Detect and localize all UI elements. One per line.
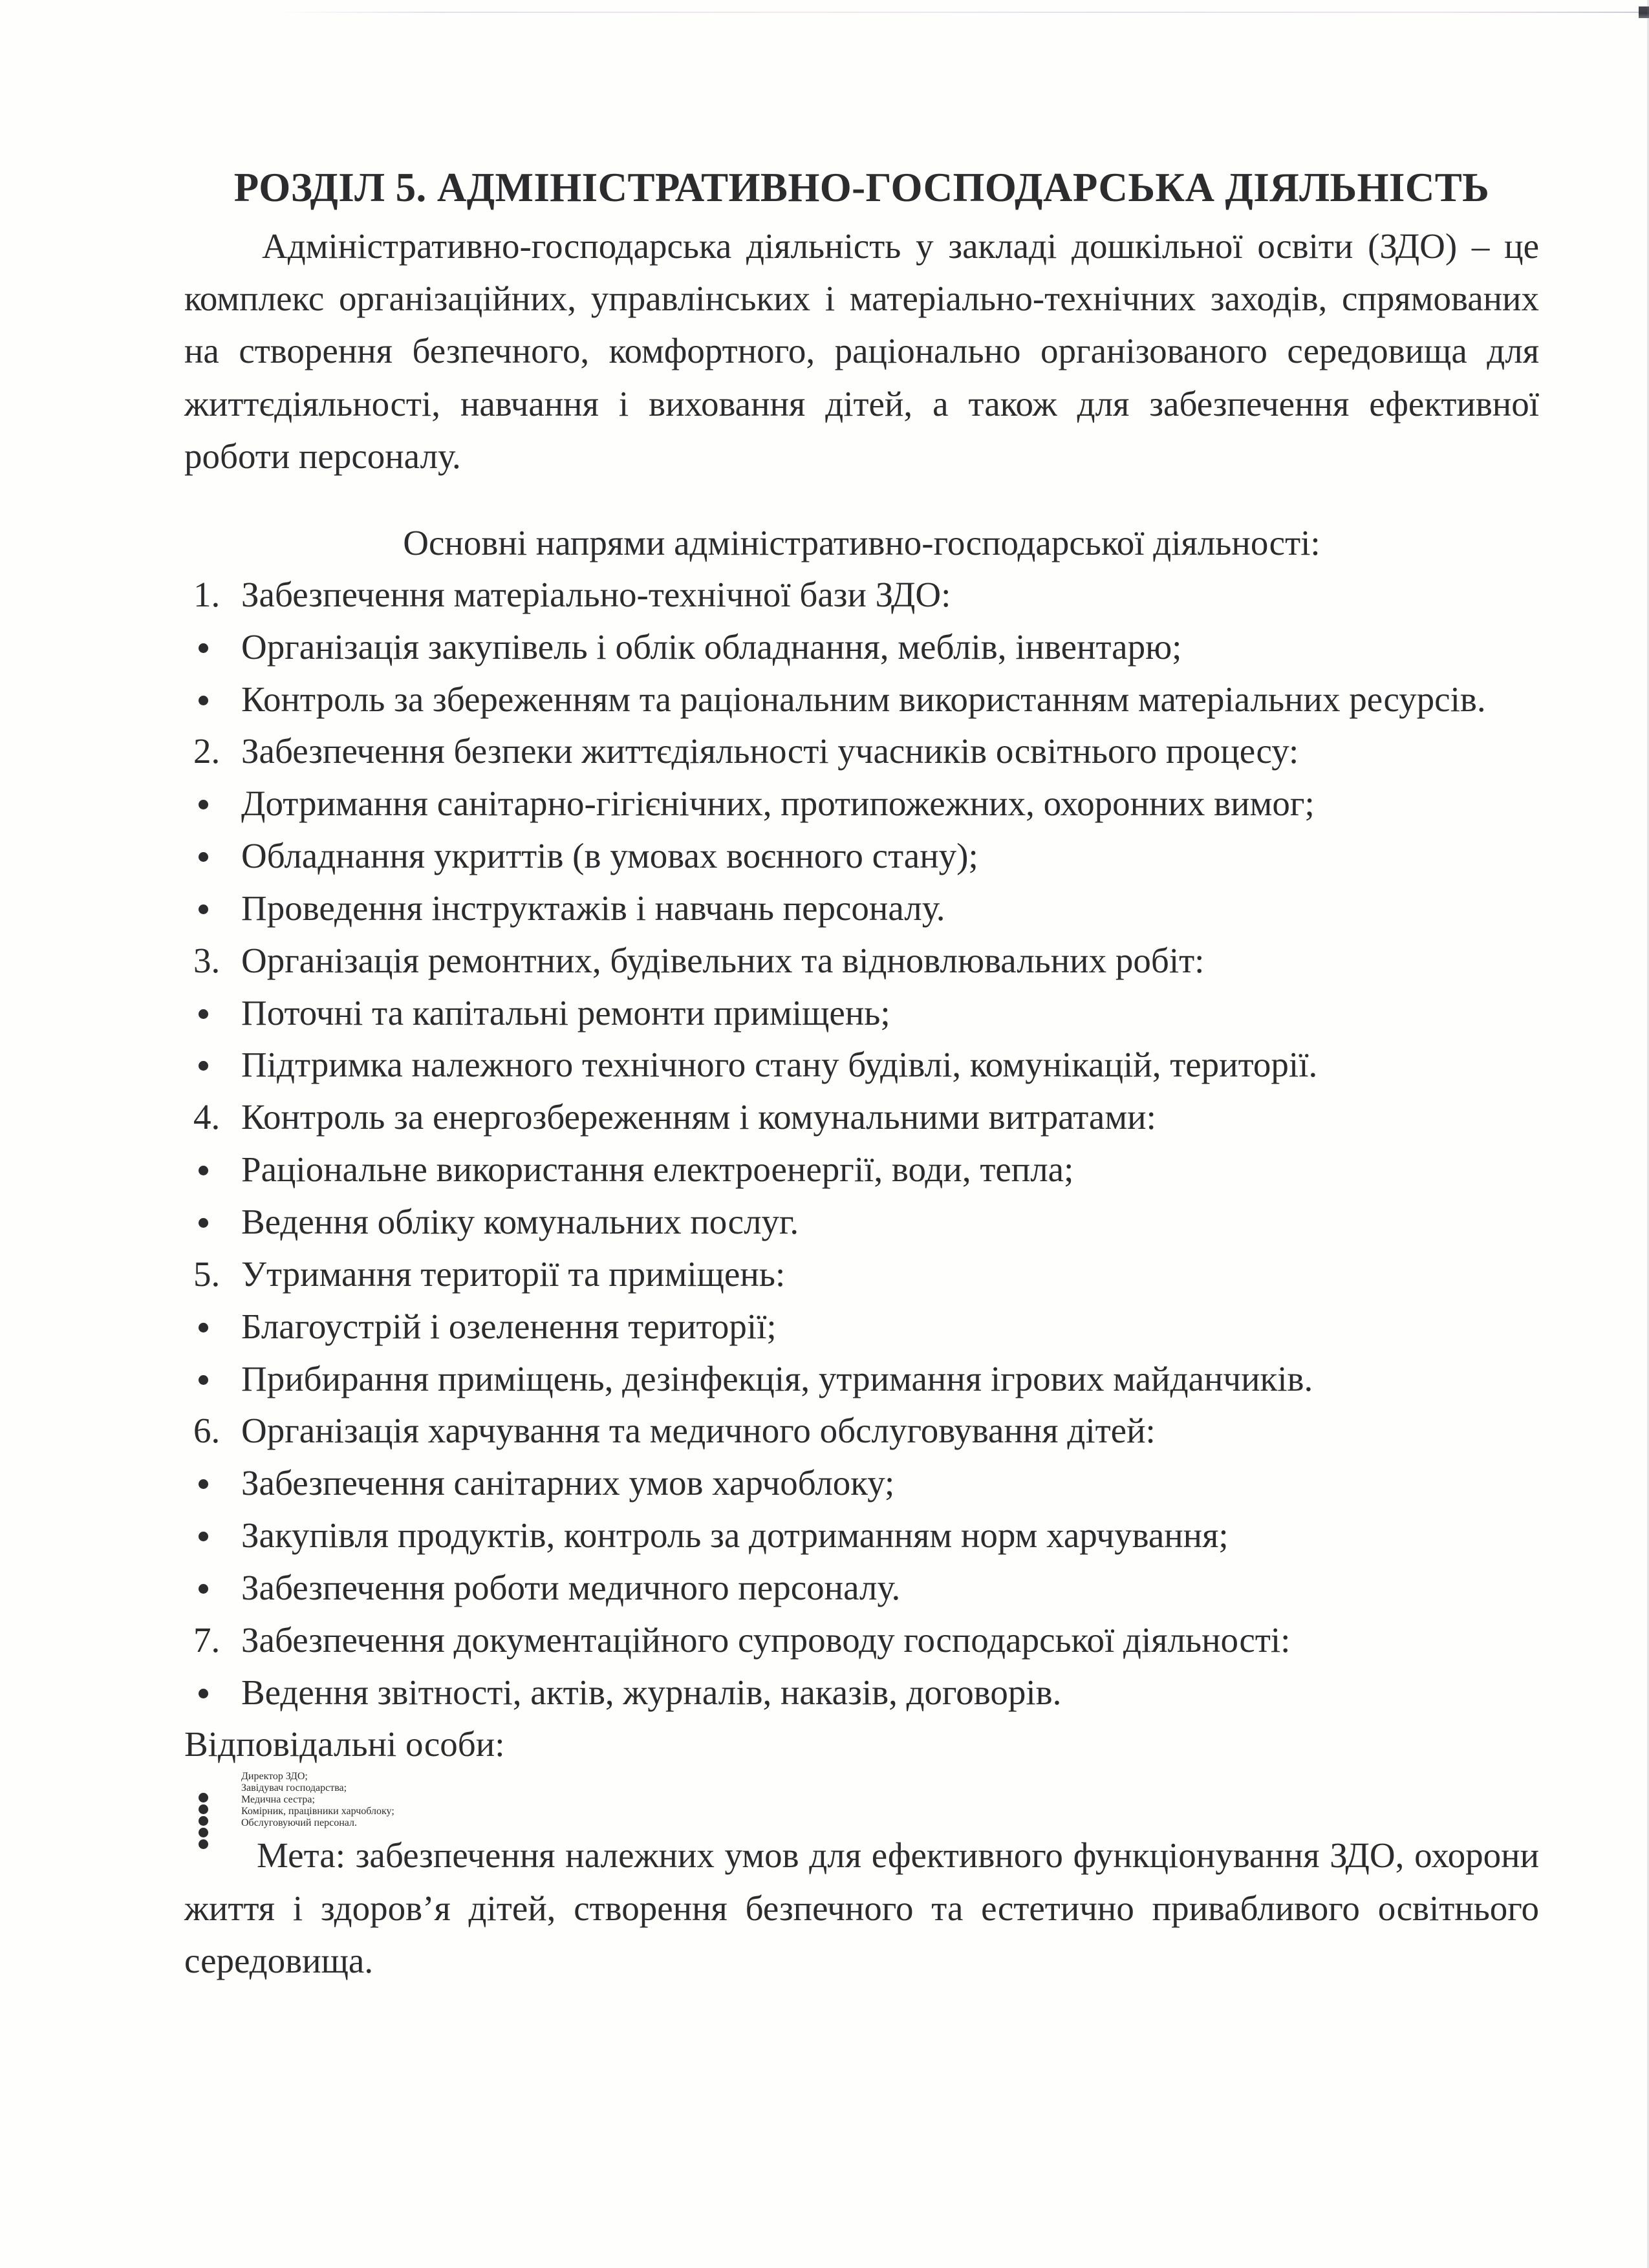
- topic-number: 4.: [193, 1097, 221, 1137]
- list-item: [184, 1039, 1539, 1091]
- topic-number: 3.: [193, 940, 221, 980]
- list-item-label: Обладнання укриттів (в умовах воєнного стану);: [241, 836, 978, 876]
- topic-subitem-list: [184, 778, 1539, 935]
- topic-item: [184, 935, 1539, 987]
- topic-subitem-list: [184, 987, 1539, 1092]
- list-item: [184, 1510, 1539, 1562]
- topic-subitem-list: [184, 1667, 1539, 1719]
- topic-item: [184, 569, 1539, 621]
- topic-text: Контроль за енергозбереженням і комунальними витратами:: [241, 1097, 1156, 1137]
- list-item-label: Раціональне використання електроенергії, води, тепла;: [241, 1150, 1074, 1190]
- topic-item: [184, 1091, 1539, 1144]
- topic-number: 2.: [193, 731, 221, 771]
- topic-text: Організація ремонтних, будівельних та відновлювальних робіт:: [241, 940, 1205, 980]
- bullet-icon: [199, 800, 208, 809]
- list-item: [184, 778, 1539, 830]
- topic-item: [184, 1248, 1539, 1301]
- list-item-label: Комірник, працівники харчоблоку;: [241, 1806, 394, 1817]
- topic-list: [184, 569, 1539, 1719]
- list-item: [184, 1782, 1539, 1794]
- bullet-icon: [199, 904, 208, 914]
- bullet-icon: [199, 1532, 208, 1541]
- list-item-label: Контроль за збереженням та раціональним використанням матеріальних ресурсів.: [241, 679, 1486, 719]
- list-item: [184, 1144, 1539, 1196]
- list-item-label: Обслуговуючий персонал.: [241, 1817, 358, 1829]
- list-item-label: Ведення обліку комунальних послуг.: [241, 1202, 799, 1242]
- bullet-icon: [199, 1375, 208, 1385]
- topic-number: 1.: [193, 574, 221, 614]
- document-body: [184, 165, 1539, 1987]
- topic-number: 6.: [193, 1411, 221, 1451]
- list-item: [184, 621, 1539, 674]
- topic-text: Утримання території та приміщень:: [241, 1254, 786, 1294]
- list-item-label: Підтримка належного технічного стану будівлі, комунікацій, території.: [241, 1045, 1318, 1085]
- list-item-label: Організація закупівель і облік обладнання, меблів, інвентарю;: [241, 626, 1182, 667]
- closing-paragraph: Мета: забезпечення належних умов для ефективного функціонування ЗДО, охорони життя і здоров’я дітей, створення безпечного та естетично привабливого освітнього середовища.: [184, 1835, 1539, 1981]
- topic-subitem-list: [184, 1457, 1539, 1614]
- scan-streak-artifact: [278, 12, 1639, 13]
- list-item-label: Дотримання санітарно-гігієнічних, протипожежних, охоронних вимог;: [241, 784, 1315, 824]
- list-item: [184, 1196, 1539, 1248]
- bullet-icon: [199, 1009, 208, 1019]
- bullet-icon: [199, 1218, 208, 1228]
- responsible-persons-heading: Відповідальні особи:: [184, 1724, 505, 1764]
- responsible-persons-list: [184, 1771, 1539, 1829]
- page-title: РОЗДІЛ 5. АДМІНІСТРАТИВНО-ГОСПОДАРСЬКА ДІЯЛЬНІСТЬ: [233, 165, 1490, 210]
- bullet-icon: [199, 1479, 208, 1489]
- list-item: [184, 987, 1539, 1040]
- topic-item: [184, 1614, 1539, 1667]
- section-lead-heading: Основні напрями адміністративно-господарської діяльності:: [403, 522, 1320, 562]
- bullet-icon: [199, 1061, 208, 1071]
- bullet-icon: [199, 696, 208, 705]
- list-item-label: Ведення звітності, актів, журналів, наказів, договорів.: [241, 1672, 1062, 1712]
- topic-item: [184, 725, 1539, 778]
- list-item-label: Завідувач господарства;: [241, 1782, 347, 1794]
- list-item: [184, 1457, 1539, 1510]
- topic-text: Забезпечення матеріально-технічної бази ЗДО:: [241, 574, 951, 614]
- topic-subitem-list: [184, 1301, 1539, 1406]
- topic-subitem-list: [184, 621, 1539, 726]
- topic-text: Забезпечення документаційного супроводу господарської діяльності:: [241, 1620, 1291, 1660]
- list-item: [184, 883, 1539, 935]
- list-item-label: Прибирання приміщень, дезінфекція, утримання ігрових майданчиків.: [241, 1358, 1313, 1398]
- topic-text: Забезпечення безпеки життєдіяльності учасників освітнього процесу:: [241, 731, 1299, 771]
- list-item: [184, 1806, 1539, 1817]
- list-item-label: Медична сестра;: [241, 1794, 315, 1806]
- list-item-label: Забезпечення роботи медичного персоналу.: [241, 1567, 901, 1607]
- intro-paragraph: Адміністративно-господарська діяльність у закладі дошкільної освіти (ЗДО) – це комплекс організаційних, управлінських і матеріально-технічних заходів, спрямованих на створення безпечного, комфортного, раціонально організованого середовища для життєдіяльності, навчання і виховання дітей, а також для забезпечення ефективної роботи персоналу.: [184, 226, 1539, 476]
- topic-text: Організація харчування та медичного обслуговування дітей:: [241, 1411, 1156, 1451]
- list-item: [184, 1667, 1539, 1719]
- list-item: [184, 1794, 1539, 1806]
- topic-number: 5.: [193, 1254, 221, 1294]
- list-item: [184, 674, 1539, 726]
- list-item: [184, 1353, 1539, 1406]
- bullet-icon: [199, 1323, 208, 1332]
- list-item: [184, 1771, 1539, 1782]
- bullet-icon: [199, 852, 208, 862]
- list-item: [184, 1817, 1539, 1829]
- bullet-icon: [199, 1166, 208, 1175]
- list-item-label: Благоустрій і озеленення території;: [241, 1306, 777, 1346]
- bullet-icon: [199, 1584, 208, 1594]
- bullet-icon: [199, 1689, 208, 1698]
- topic-subitem-list: [184, 1144, 1539, 1248]
- list-item: [184, 1562, 1539, 1614]
- list-item-label: Закупівля продуктів, контроль за дотриманням норм харчування;: [241, 1515, 1229, 1556]
- topic-item: [184, 1405, 1539, 1457]
- list-item-label: Забезпечення санітарних умов харчоблоку;: [241, 1463, 895, 1503]
- bullet-icon: [199, 643, 208, 653]
- list-item-label: Проведення інструктажів і навчань персоналу.: [241, 888, 945, 928]
- scan-corner-artifact: [1639, 6, 1649, 18]
- list-item-label: Поточні та капітальні ремонти приміщень;: [241, 992, 890, 1032]
- list-item: [184, 830, 1539, 883]
- topic-number: 7.: [193, 1620, 221, 1660]
- list-item: [184, 1301, 1539, 1353]
- list-item-label: Директор ЗДО;: [241, 1771, 308, 1782]
